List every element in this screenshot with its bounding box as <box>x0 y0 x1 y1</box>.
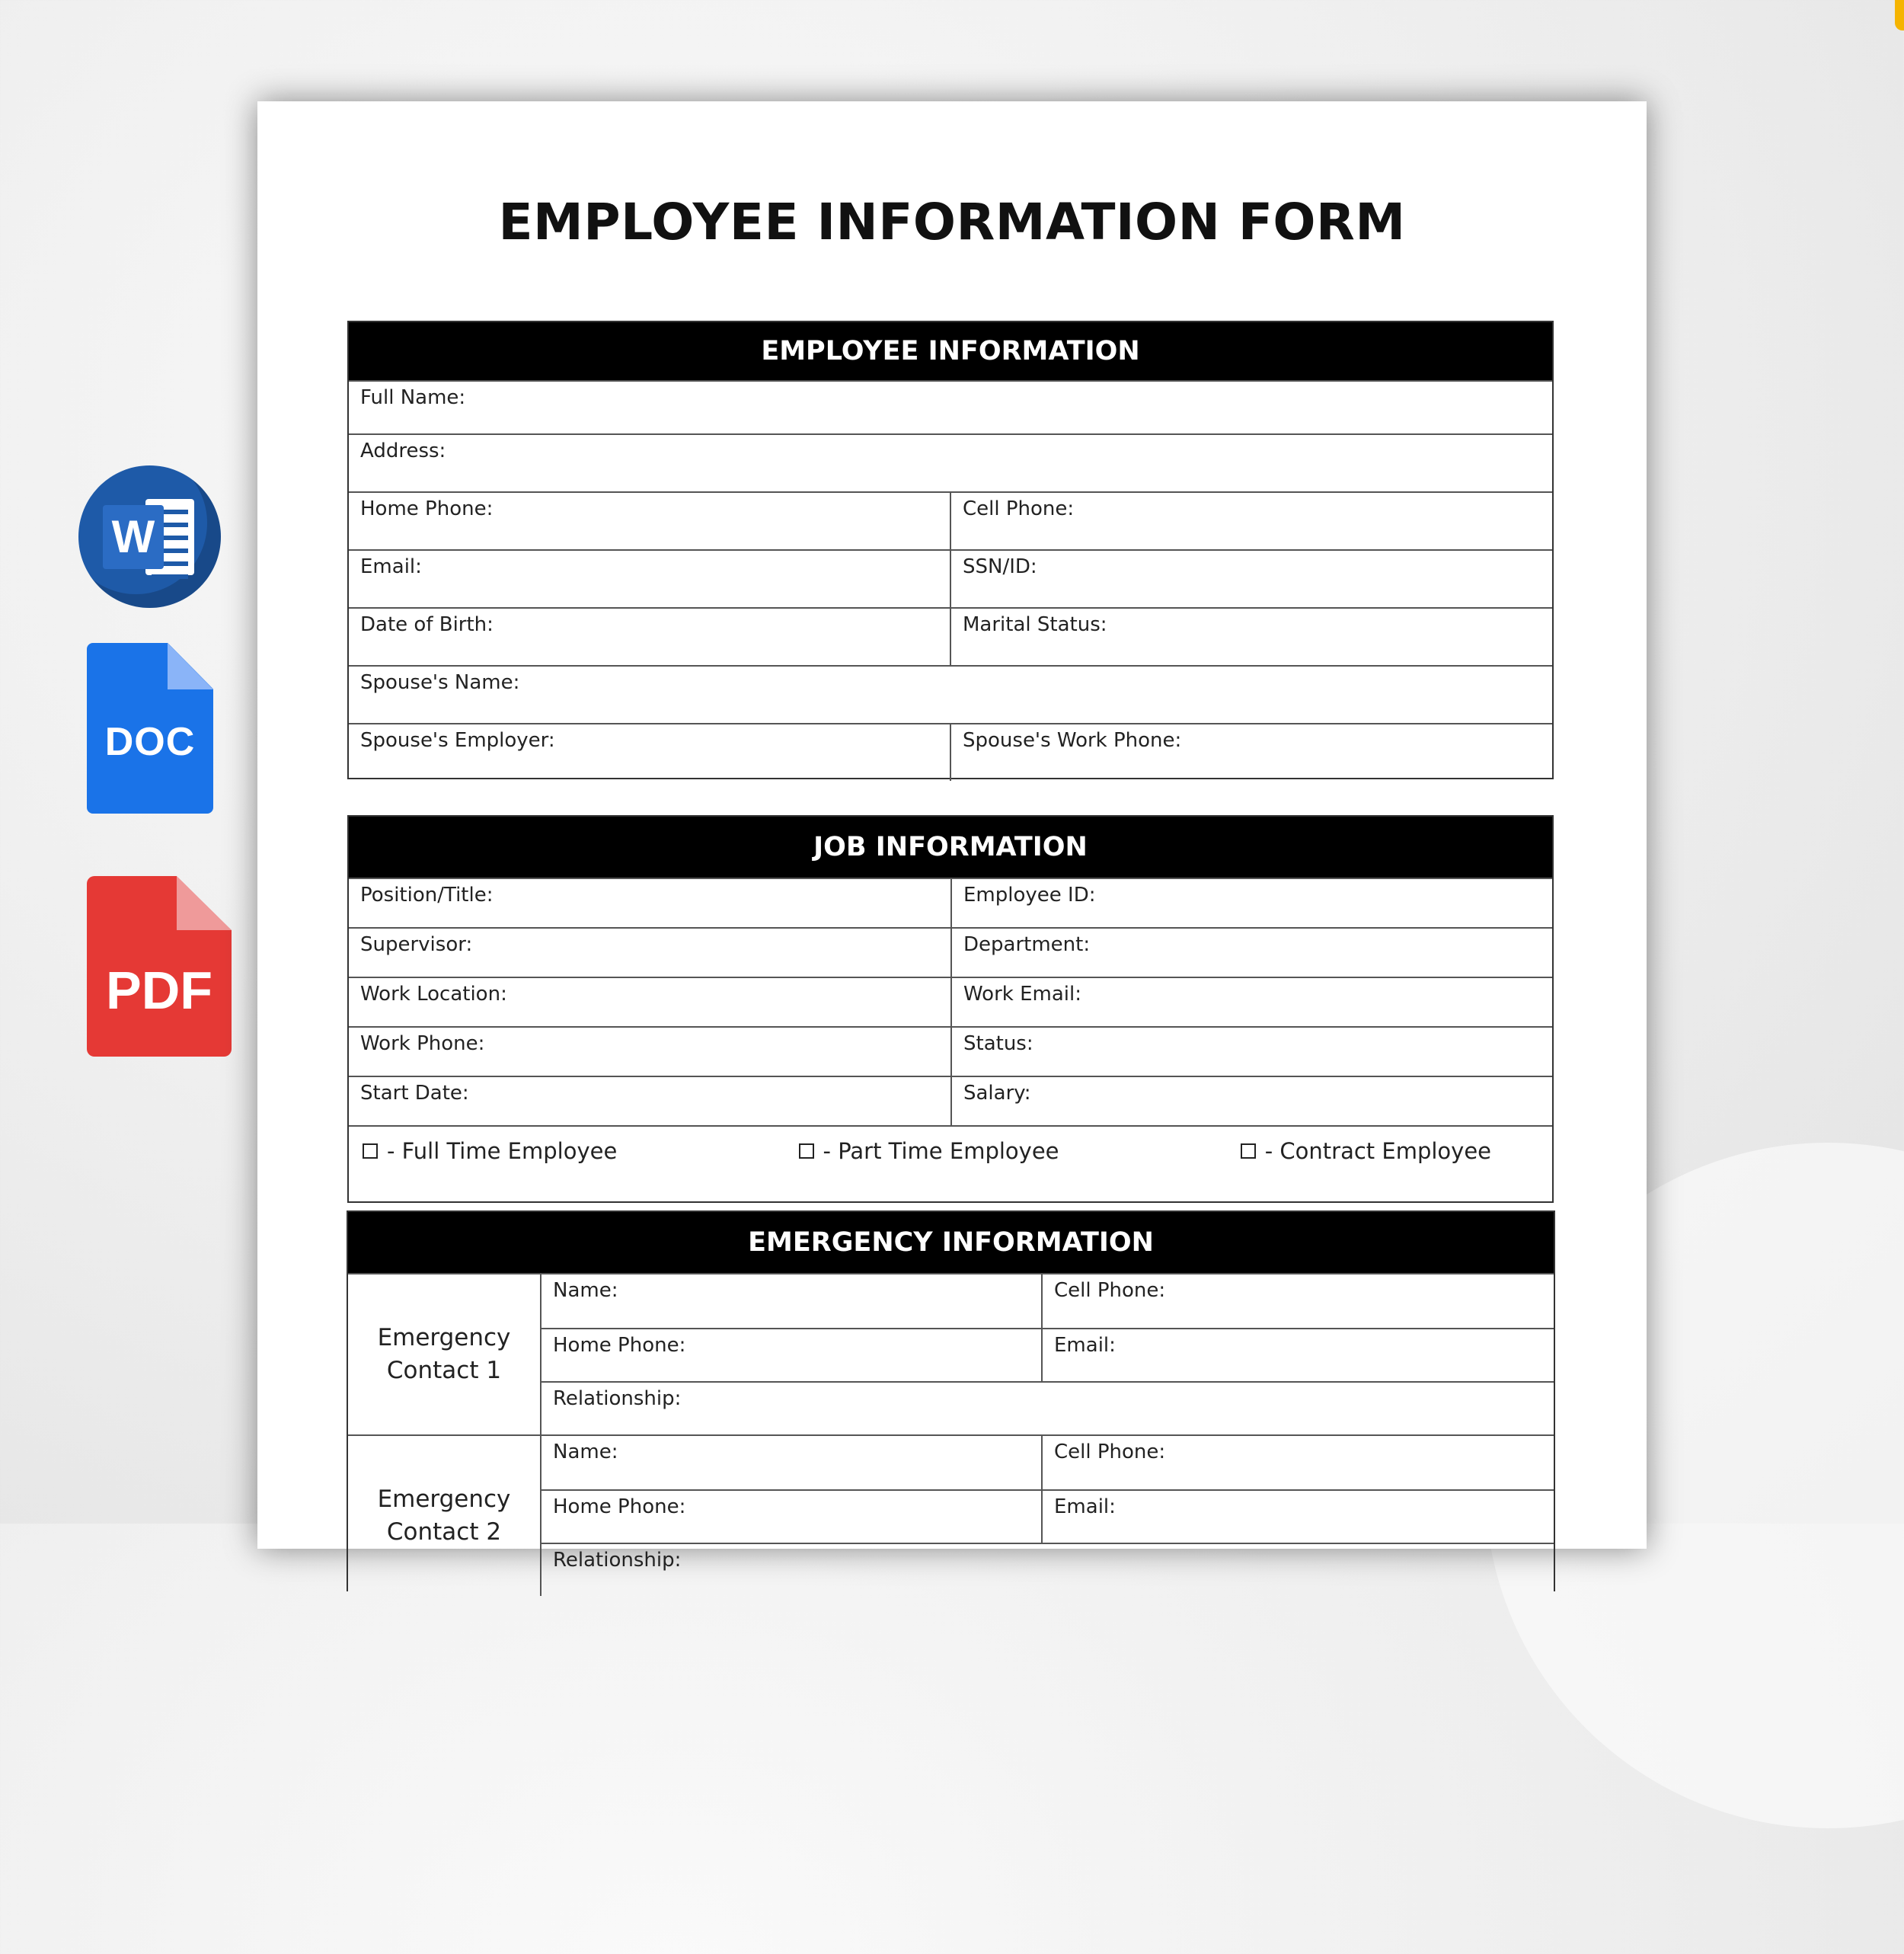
job-information-section <box>347 815 1554 1203</box>
contract-label: - Contract Employee <box>1264 1137 1491 1164</box>
spouse-name-field[interactable]: Spouse's Name: <box>360 671 520 694</box>
contact-2-relationship-field[interactable]: Relationship: <box>553 1549 682 1572</box>
contact-2-cell-phone-field[interactable]: Cell Phone: <box>1041 1436 1554 1489</box>
status-field[interactable]: Status: <box>950 1028 1552 1076</box>
form-row <box>349 433 1552 491</box>
form-row <box>349 1026 1552 1076</box>
form-row <box>541 1436 1554 1489</box>
word-icon <box>78 465 221 608</box>
emergency-contact-1 <box>348 1273 1554 1434</box>
form-row <box>541 1543 1554 1596</box>
email-field[interactable]: Email: <box>360 555 422 578</box>
work-location-field[interactable]: Work Location: <box>360 983 507 1006</box>
section-heading: EMPLOYEE INFORMATION <box>349 322 1552 380</box>
contract-checkbox[interactable] <box>1241 1143 1256 1159</box>
form-row <box>349 977 1552 1026</box>
address-field[interactable]: Address: <box>360 440 446 462</box>
part-time-option[interactable] <box>799 1138 1059 1164</box>
ssn-id-field[interactable]: SSN/ID: <box>950 551 1552 607</box>
page-title: EMPLOYEE INFORMATION FORM <box>498 193 1406 251</box>
contact-1-relationship-field[interactable]: Relationship: <box>553 1387 682 1410</box>
form-row <box>541 1489 1554 1543</box>
contact-1-fields <box>541 1274 1554 1434</box>
form-row <box>349 607 1552 665</box>
word-letter: W <box>111 511 155 562</box>
contact-2-email-field[interactable]: Email: <box>1041 1491 1554 1543</box>
salary-field[interactable]: Salary: <box>950 1077 1552 1125</box>
contact-1-home-phone-field[interactable]: Home Phone: <box>553 1334 686 1357</box>
date-of-birth-field[interactable]: Date of Birth: <box>360 613 494 636</box>
contact-1-label <box>348 1274 541 1434</box>
part-time-checkbox[interactable] <box>799 1143 814 1159</box>
full-time-option[interactable] <box>363 1138 617 1164</box>
full-name-field[interactable]: Full Name: <box>360 386 466 409</box>
section-heading: EMERGENCY INFORMATION <box>348 1212 1554 1273</box>
full-time-label: - Full Time Employee <box>387 1137 618 1164</box>
form-row <box>349 665 1552 723</box>
contact-2-name-field[interactable]: Name: <box>553 1441 618 1463</box>
spouse-work-phone-field[interactable]: Spouse's Work Phone: <box>950 724 1552 781</box>
section-heading: JOB INFORMATION <box>349 817 1552 878</box>
home-phone-field[interactable]: Home Phone: <box>360 497 494 520</box>
form-row <box>349 1076 1552 1125</box>
form-row <box>349 380 1552 433</box>
contact-1-name-field[interactable]: Name: <box>553 1279 618 1302</box>
contact-2-fields <box>541 1436 1554 1596</box>
doc-label: DOC <box>104 720 196 764</box>
contact-1-label-line1: Emergency <box>377 1324 511 1351</box>
work-phone-field[interactable]: Work Phone: <box>360 1032 485 1055</box>
pdf-fold-corner <box>177 876 232 930</box>
form-row <box>349 927 1552 977</box>
contact-1-cell-phone-field[interactable]: Cell Phone: <box>1041 1274 1554 1328</box>
contact-2-label-line2: Contact 2 <box>386 1518 502 1546</box>
form-row <box>349 878 1552 927</box>
position-title-field[interactable]: Position/Title: <box>360 884 494 907</box>
form-row <box>349 723 1552 781</box>
form-row <box>541 1381 1554 1434</box>
contact-1-label-line2: Contact 1 <box>386 1357 502 1384</box>
contact-1-email-field[interactable]: Email: <box>1041 1329 1554 1381</box>
pdf-label: PDF <box>106 961 212 1020</box>
cell-phone-field[interactable]: Cell Phone: <box>950 493 1552 549</box>
employee-information-section <box>347 321 1554 779</box>
work-email-field[interactable]: Work Email: <box>950 978 1552 1026</box>
corner-accent <box>1895 0 1904 30</box>
department-field[interactable]: Department: <box>950 929 1552 977</box>
form-row <box>541 1274 1554 1328</box>
employment-type-row <box>349 1125 1552 1175</box>
contact-2-home-phone-field[interactable]: Home Phone: <box>553 1495 686 1518</box>
part-time-label: - Part Time Employee <box>823 1137 1059 1164</box>
supervisor-field[interactable]: Supervisor: <box>360 933 473 956</box>
emergency-contact-2 <box>348 1434 1554 1596</box>
contact-2-label-line1: Emergency <box>377 1485 511 1513</box>
form-row <box>349 549 1552 607</box>
contact-2-label <box>348 1436 541 1596</box>
start-date-field[interactable]: Start Date: <box>360 1082 469 1105</box>
marital-status-field[interactable]: Marital Status: <box>950 609 1552 665</box>
emergency-information-section <box>347 1210 1555 1591</box>
form-page <box>257 101 1647 1572</box>
contract-option[interactable] <box>1241 1138 1491 1164</box>
full-time-checkbox[interactable] <box>363 1143 378 1159</box>
form-row <box>349 491 1552 549</box>
form-row <box>541 1328 1554 1381</box>
employee-id-field[interactable]: Employee ID: <box>950 879 1552 927</box>
spouse-employer-field[interactable]: Spouse's Employer: <box>360 729 555 752</box>
